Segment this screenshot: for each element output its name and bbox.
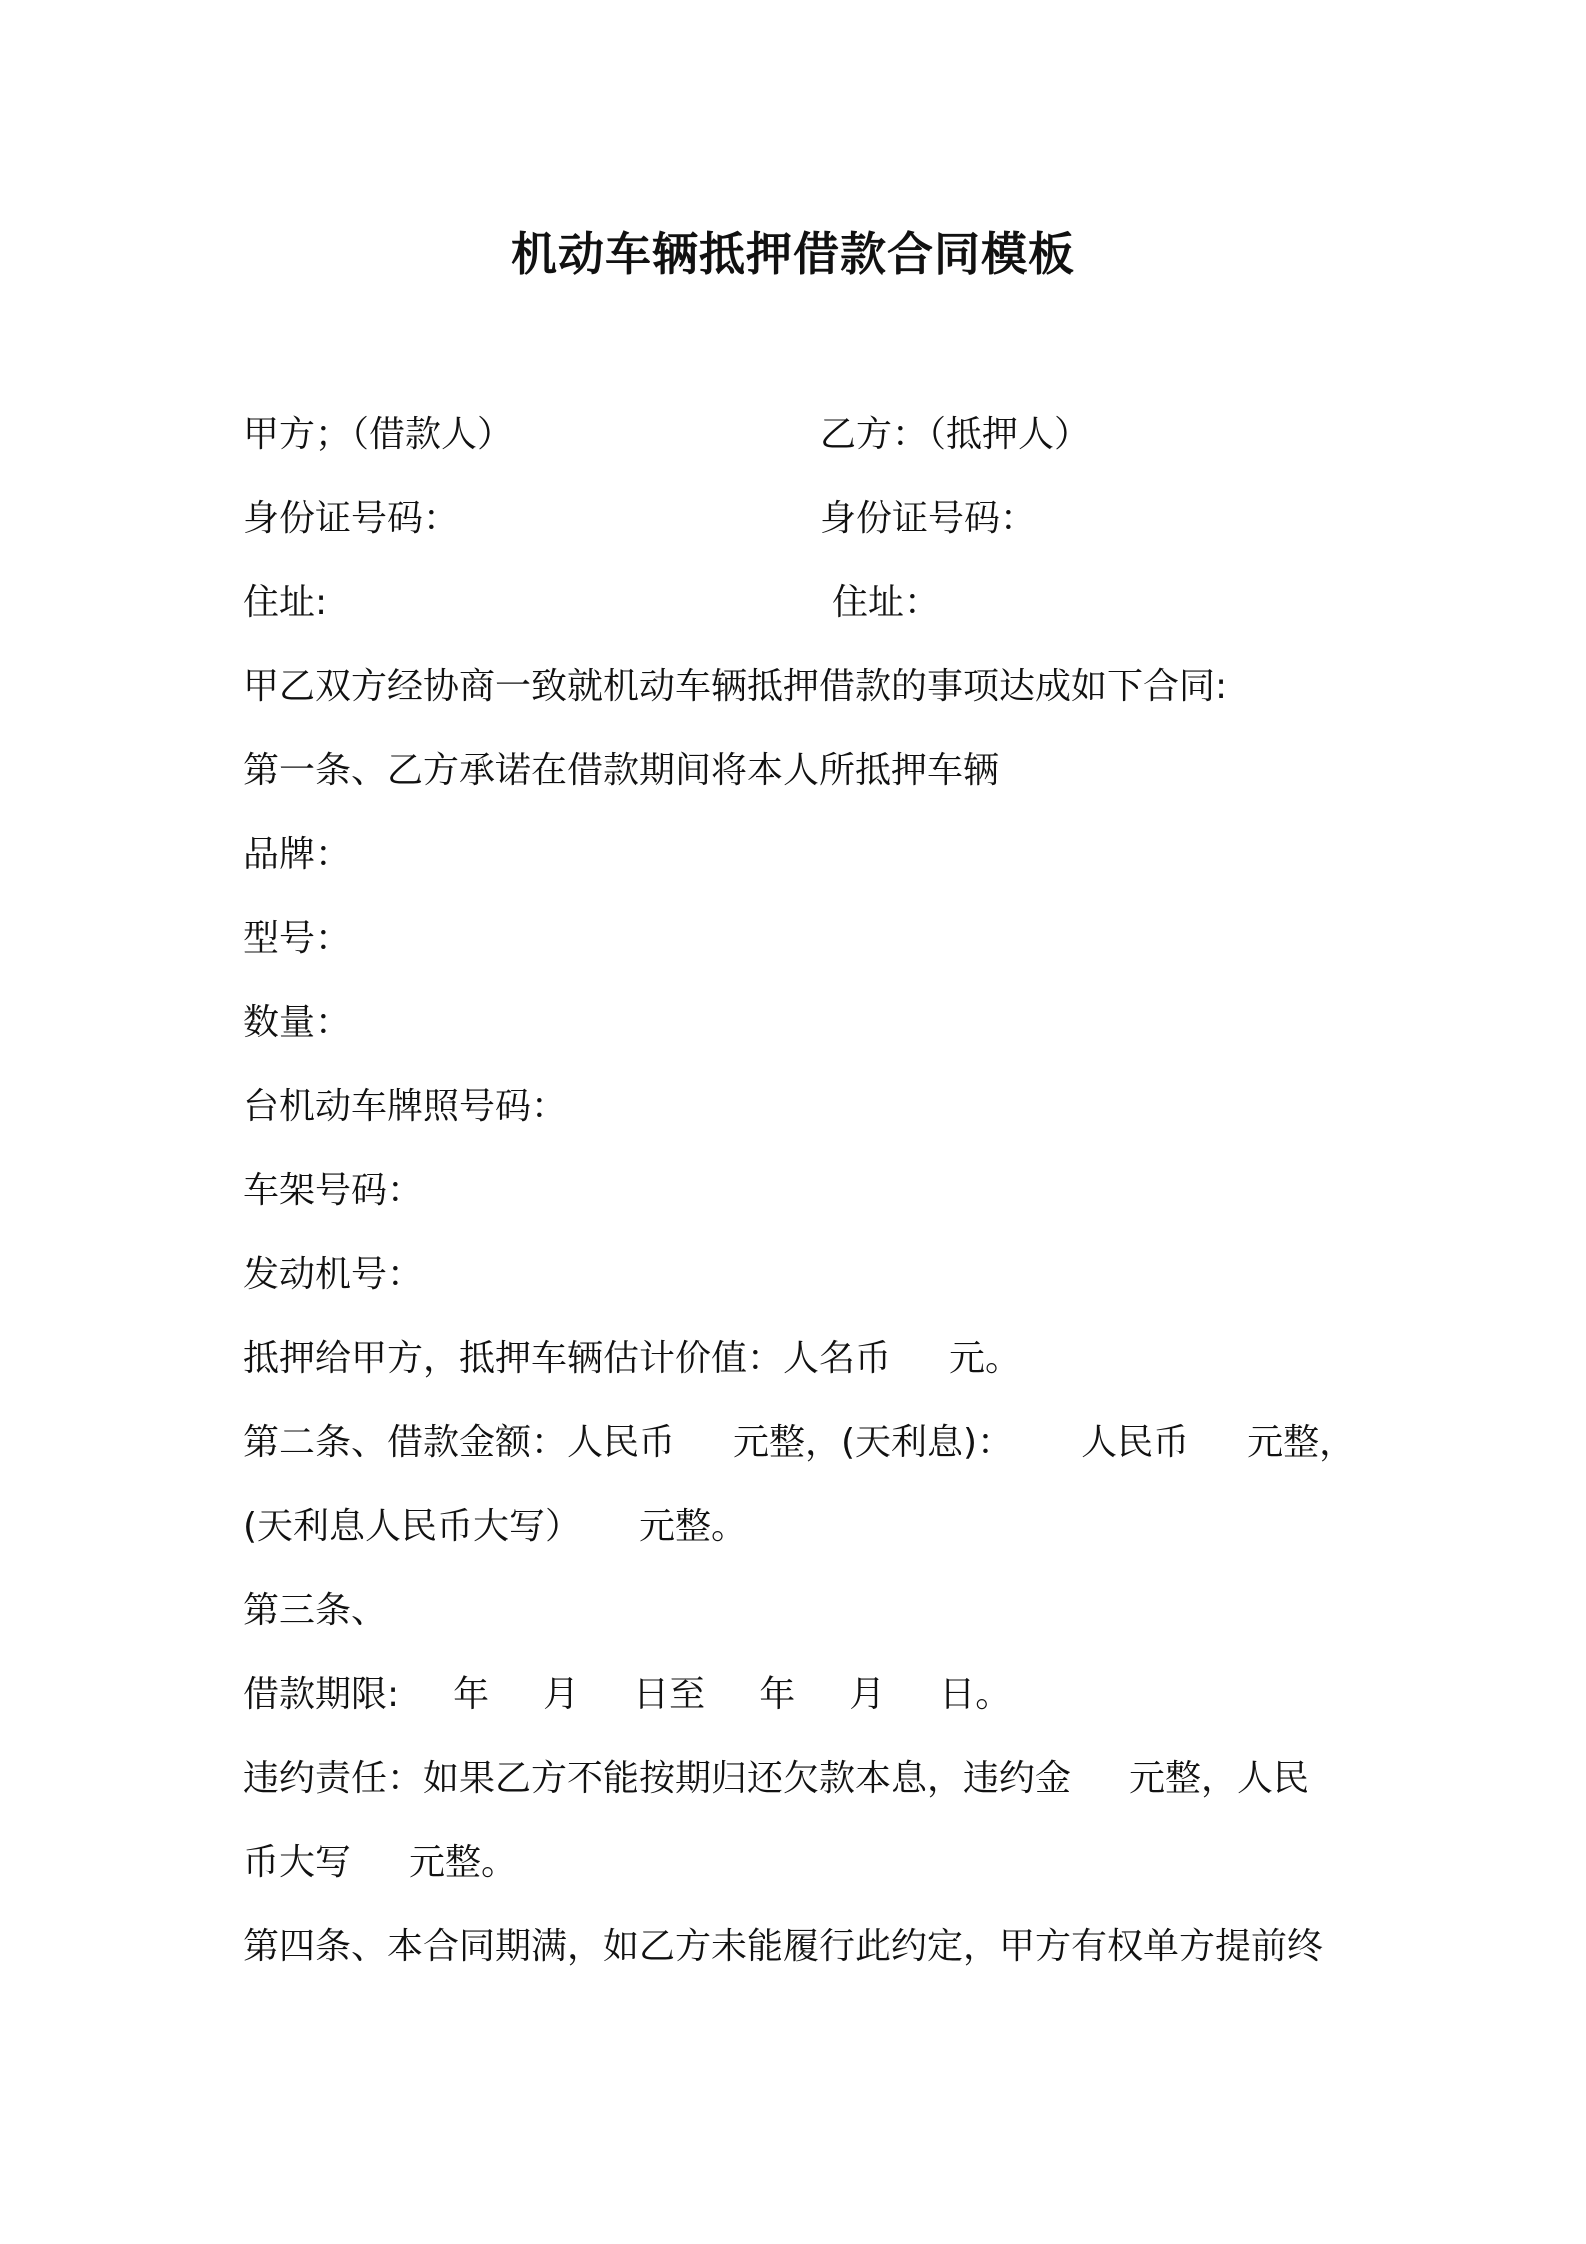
article-2-rmb: 人民币 [1081,1422,1190,1463]
term-month-2: 月 [849,1674,886,1715]
breach-uppercase: 币大写 [243,1842,352,1883]
term-day-2: 日。 [939,1674,1012,1715]
breach-line-2 [243,1840,517,1886]
term-year-2: 年 [759,1674,796,1715]
breach-line-1 [243,1756,1309,1802]
address-a-label: 住址: [243,582,328,623]
id-b-label: 身份证号码： [820,498,1037,539]
engine-number-label: 发动机号： [243,1254,424,1295]
loan-term-line [243,1672,1011,1718]
article-1: 第一条、乙方承诺在借款期间将本人所抵押车辆 [243,750,1000,791]
article-2-interest-uppercase: (天利息人民币大写） [243,1506,582,1547]
article-2-amount-label: 第二条、借款金额：人民币 [243,1422,676,1463]
term-month-1: 月 [543,1674,580,1715]
party-a-label: 甲方；（借款人） [243,414,514,455]
article-2-yuan: 元整， [1247,1422,1356,1463]
breach-yuan-end: 元整。 [409,1842,518,1883]
frame-number-label: 车架号码： [243,1170,424,1211]
pledge-unit: 元。 [949,1338,1022,1379]
article-2-interest-label: 元整，(天利息)： [733,1422,1014,1463]
id-a-label: 身份证号码： [243,498,460,539]
breach-text: 违约责任：如果乙方不能按期归还欠款本息，违约金 [243,1758,1072,1799]
article-2-line-2 [243,1504,747,1550]
term-year-1: 年 [453,1674,490,1715]
intro-paragraph: 甲乙双方经协商一致就机动车辆抵押借款的事项达成如下合同: [243,666,1228,707]
quantity-label: 数量： [243,1002,352,1043]
model-label: 型号： [243,918,352,959]
term-day-1: 日至 [633,1674,706,1715]
party-b-label: 乙方：（抵押人） [820,414,1091,455]
article-3: 第三条、 [243,1590,388,1631]
article-4: 第四条、本合同期满，如乙方未能履行此约定，甲方有权单方提前终 [243,1926,1324,1967]
plate-number-label: 台机动车牌照号码： [243,1086,568,1127]
address-b-label: 住址： [832,582,941,623]
article-2-line-1 [243,1420,1355,1466]
pledge-text: 抵押给甲方，抵押车辆估计价值：人名币 [243,1338,892,1379]
pledge-value-line [243,1336,1021,1382]
breach-yuan: 元整，人民 [1129,1758,1310,1799]
article-2-yuan-end: 元整。 [639,1506,748,1547]
brand-label: 品牌： [243,834,352,875]
document-title: 机动车辆抵押借款合同模板 [511,227,1075,281]
loan-term-label: 借款期限: [243,1674,400,1715]
